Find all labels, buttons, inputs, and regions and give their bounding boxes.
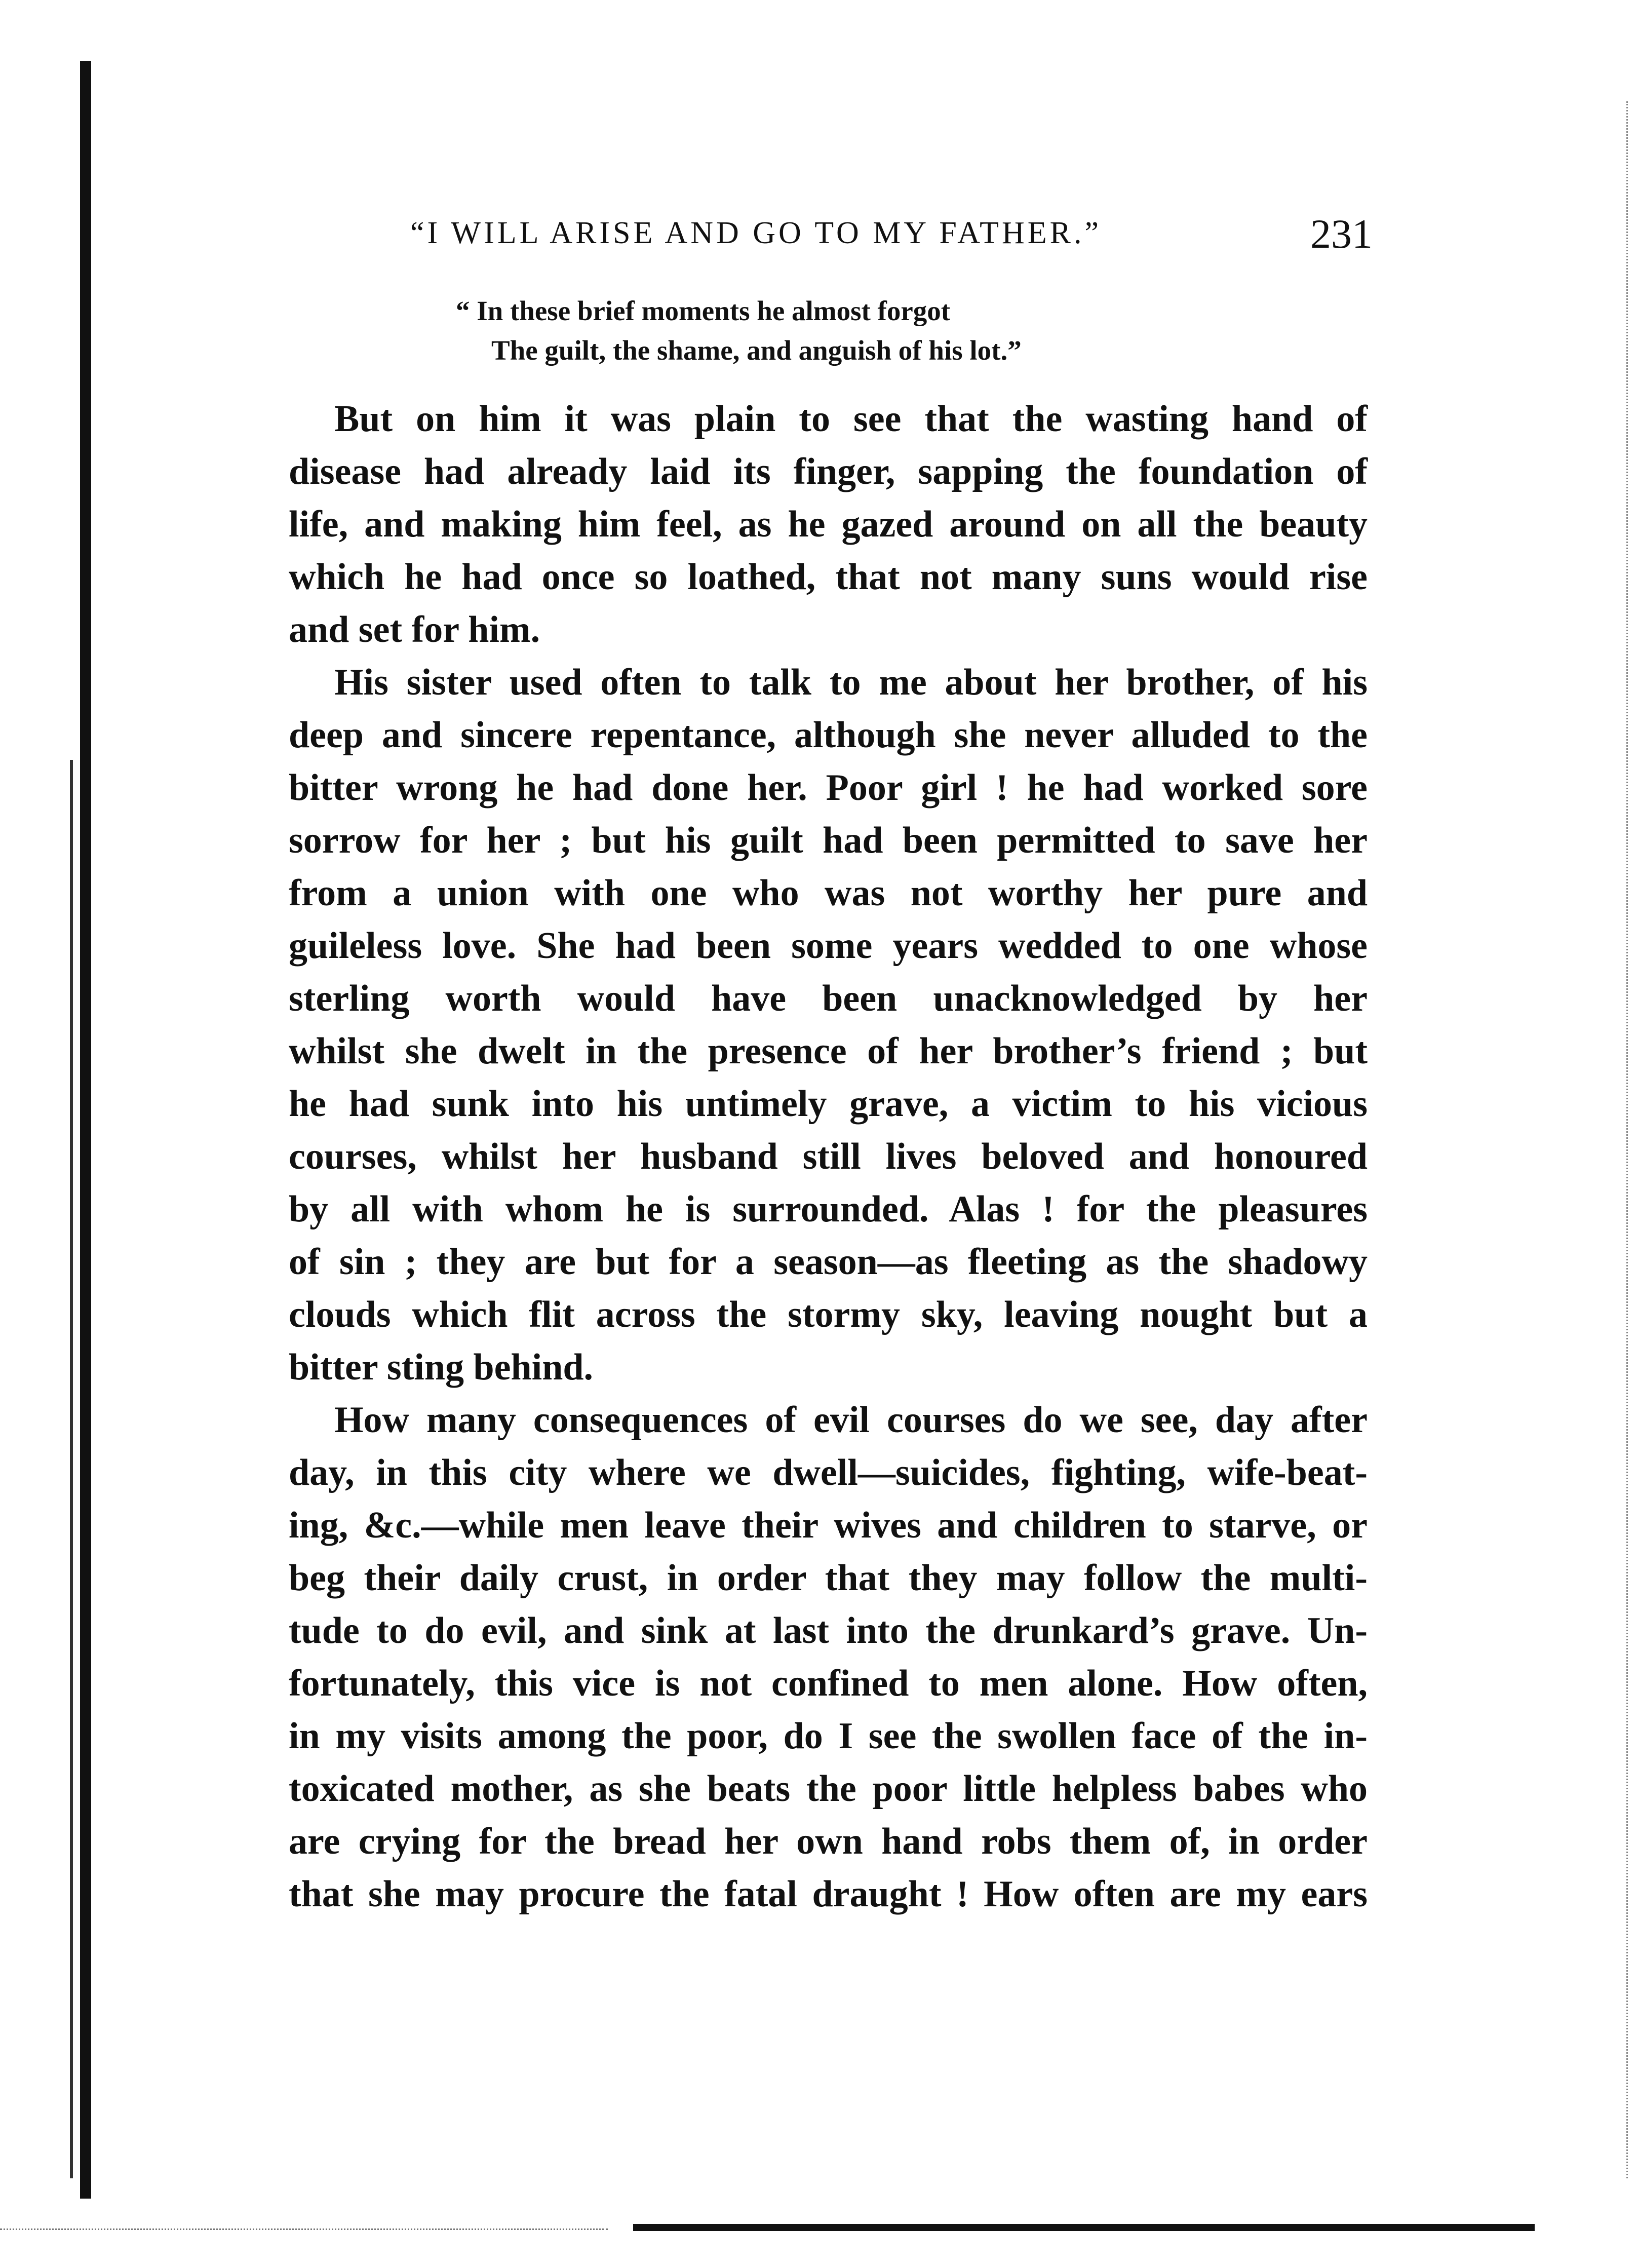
text-line: beg their daily crust, in order that they may follow the multi- <box>289 1557 1368 1599</box>
text-line: he had sunk into his untimely grave, a victim to his vicious <box>289 1083 1368 1125</box>
binding-shadow-left <box>80 61 91 2199</box>
text-line: bitter sting behind. <box>289 1347 594 1388</box>
bottom-edge-specks <box>0 2226 608 2230</box>
text-line: His sister used often to talk to me about her brother, of his <box>334 662 1368 703</box>
text-line: whilst she dwelt in the presence of her brother’s friend ; but <box>289 1030 1368 1072</box>
epigraph-line: The guilt, the shame, and anguish of his lot.” <box>491 335 1022 366</box>
text-line: from a union with one who was not worthy her pure and <box>289 872 1368 914</box>
paragraph <box>289 656 1368 1394</box>
page-header <box>410 210 1373 266</box>
text-line: that she may procure the fatal draught ! How often are my ears <box>289 1873 1368 1915</box>
text-line: bitter wrong he had done her. Poor girl ! he had worked sore <box>289 767 1368 809</box>
text-line: How many consequences of evil courses do we see, day after <box>334 1399 1368 1441</box>
running-title: “I WILL ARISE AND GO TO MY FATHER.” <box>410 216 1102 250</box>
text-line: toxicated mother, as she beats the poor little helpless babes who <box>289 1768 1368 1810</box>
text-line: courses, whilst her husband still lives beloved and honoured <box>289 1136 1368 1177</box>
text-line: are crying for the bread her own hand robs them of, in order <box>289 1821 1368 1862</box>
text-line: guileless love. She had been some years wedded to one whose <box>289 925 1368 967</box>
text-line: deep and sincere repentance, although she never alluded to the <box>289 714 1368 756</box>
epigraph-line: “ In these brief moments he almost forgot <box>456 295 951 326</box>
paragraph <box>289 393 1368 656</box>
text-line: sorrow for her ; but his guilt had been permitted to save her <box>289 820 1368 861</box>
text-line: disease had already laid its finger, sapping the foundation of <box>289 451 1368 492</box>
body-text <box>289 393 1368 1920</box>
text-line: fortunately, this vice is not confined to men alone. How often, <box>289 1663 1368 1704</box>
text-line: which he had once so loathed, that not many suns would rise <box>289 556 1368 598</box>
text-line: life, and making him feel, as he gazed around on all the beauty <box>289 504 1368 545</box>
page-edge-right <box>1624 101 1628 2178</box>
text-line: ing, &c.—while men leave their wives and children to starve, or <box>289 1505 1368 1546</box>
text-line: in my visits among the poor, do I see the swollen face of the in- <box>289 1715 1368 1757</box>
binding-edge-line <box>70 760 73 2178</box>
page-number: 231 <box>1310 211 1373 257</box>
text-line: sterling worth would have been unacknowledged by her <box>289 978 1368 1019</box>
text-line: and set for him. <box>289 609 540 650</box>
epigraph <box>456 291 1216 370</box>
paragraph <box>289 1394 1368 1920</box>
text-line: by all with whom he is surrounded. Alas ! for the pleasures <box>289 1188 1368 1230</box>
text-line: clouds which flit across the stormy sky, leaving nought but a <box>289 1294 1368 1335</box>
text-line: tude to do evil, and sink at last into the drunkard’s grave. Un- <box>289 1610 1368 1651</box>
bottom-edge-rule <box>633 2224 1535 2231</box>
text-line: of sin ; they are but for a season—as fleeting as the shadowy <box>289 1241 1368 1283</box>
text-line: But on him it was plain to see that the wasting hand of <box>334 398 1368 440</box>
text-line: day, in this city where we dwell—suicides, fighting, wife-beat- <box>289 1452 1368 1493</box>
